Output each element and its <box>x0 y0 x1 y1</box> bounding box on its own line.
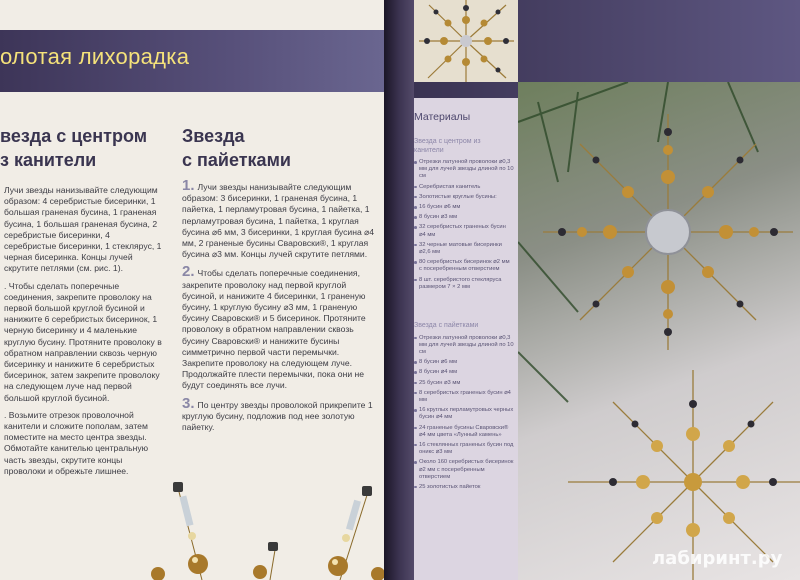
material-item: 8 шт. серебристого стекляруса размером 7 × 2 мм <box>414 277 514 291</box>
material-item: 16 круглых перламутровых черных бусин ⌀4 мм <box>414 407 514 421</box>
col2-heading: Звезда с пайетками <box>182 126 291 170</box>
material-item: 32 серебристых граненых бусин ⌀4 мм <box>414 224 514 238</box>
left-page <box>0 0 384 580</box>
step-2: 2. Чтобы сделать поперечные соединения, закрепите проволоку над первой круглой бусиной, и нанижите 4 бисеринки, 1 граненую бусину, 1 круглую бусину ⌀3 мм, 1 граненую бусину Сваровски® и 5 бисеринок. Протяните проволоку в обратном направлении сквозь бусину Сваровски® и нанижите бусины симметрично первой части перемычки. Закрепите проволоку на следующем луче. Продолжайте плести перемычки, пока они не будут соединять все лучи. <box>182 263 366 391</box>
material-item: Серебристая канитель <box>414 184 514 191</box>
material-item: 24 граненые бусины Сваровски® ⌀4 мм цвета «Лунный камень» <box>414 425 514 439</box>
star-canitel <box>543 114 793 350</box>
step-1: 1. Лучи звезды нанизывайте следующим образом: 3 бисеринки, 1 граненая бусина, 1 пайетка, 1 перламутровая бусина, 1 пайетка, 1 перламутровая бусина, 1 пайетка, 1 круглая бусина ⌀6 мм, 3 бисеринки, 1 круглая бусина ⌀4 мм, 2 граненые бусины Сваровски®, 1 круглая бусина ⌀3 мм. Концы лучей скрутите петлями. <box>182 177 375 260</box>
material-item: 16 бусин ⌀6 мм <box>414 204 514 211</box>
col1-paragraph-2: . Чтобы сделать поперечные соединения, закрепите проволоку на первой большой круглой бусиной и нанижите 6 серебристых бисеринок, 1 черную бисеринку и 4 маленькие круглую бусину. Протяните проволоку в обратном направлении сквозь черную бисеринку и нанижите 6 серебристых бисеринок, затем закрепите проволоку на следующем луче над первой большой круглой бусиной. <box>4 280 162 403</box>
col1-paragraph-3: . Возьмите отрезок проволочной канители и сложите пополам, затем поместите на место центра звезды. Обмотайте канителью центральную часть звезды, скрутите концы проволоки и обрежьте лишнее. <box>4 409 149 476</box>
stars-photo <box>518 82 800 580</box>
star-thumbnail <box>414 0 518 82</box>
material-item: 8 бусин ⌀4 мм <box>414 369 514 376</box>
material-item: 25 золотистых пайеток <box>414 484 514 491</box>
material-item: Золотистые круглые бусины: <box>414 194 514 201</box>
material-item: 32 черные матовые бисеринки ⌀2,6 мм <box>414 242 514 256</box>
title-banner <box>0 30 384 92</box>
page-title: олотая лихорадка <box>0 44 190 69</box>
materials-panel <box>414 98 518 580</box>
material-item: 16 стеклянных граненых бусин под оникс ⌀3 мм <box>414 442 514 456</box>
col2-instructions <box>182 177 377 439</box>
watermark: лабиринт.ру <box>652 548 783 569</box>
material-item: 25 бусин ⌀3 мм <box>414 380 514 387</box>
materials-group-1: Звезда с центром из канители Отрезки латунной проволоки ⌀0,3 мм для лучей звезды длиной по 10 см Серебристая канитель Золотистые круглые бусины: 16 бусин ⌀6 мм 8 бусин ⌀3 мм 32 серебристых граненых бусин ⌀4 мм 32 черные матовые бисеринки ⌀2,6 мм 80 серебристых бисеринок ⌀2 мм с посеребренным отверстием 8 шт. серебристого стекляруса размером 7 × 2 мм <box>414 138 514 290</box>
materials-heading: Материалы <box>414 111 471 123</box>
material-item: 80 серебристых бисеринок ⌀2 мм с посеребренным отверстием <box>414 259 514 273</box>
right-page <box>414 0 800 580</box>
step-3: 3. По центру звезды проволокой прикрепите 1 круглую бусину, подложив под нее золотую пайетку. <box>182 394 373 433</box>
materials-group-2: Звезда с пайетками Отрезки латунной проволоки ⌀0,3 мм для лучей звезды длиной по 10 см 8 бусин ⌀6 мм 8 бусин ⌀4 мм 25 бусин ⌀3 мм 8 серебристых граненых бусин ⌀4 мм 16 круглых перламутровых черных бусин ⌀4 мм 24 граненые бусины Сваровски® ⌀4 мм цвета «Лунный камень» 16 стеклянных граненых бусин под оникс ⌀3 мм Около 160 серебристых бисеринок ⌀2 мм с посеребренным отверстием 25 золотистых пайеток <box>414 322 514 490</box>
material-item: Отрезки латунной проволоки ⌀0,3 мм для лучей звезды длиной по 10 см <box>414 335 514 357</box>
col1-heading: везда с центром з канители <box>0 126 148 170</box>
material-item: 8 серебристых граненых бусин ⌀4 мм <box>414 390 514 404</box>
col1-instructions <box>4 185 164 483</box>
material-item: Отрезки латунной проволоки ⌀0,3 мм для лучей звезды длиной по 10 см <box>414 159 514 181</box>
beadwork-photo-left <box>140 480 384 580</box>
book-gutter <box>384 0 414 580</box>
material-item: Около 160 серебристых бисеринок ⌀2 мм с посеребренным отверстием <box>414 459 514 481</box>
col1-paragraph-1: Лучи звезды нанизывайте следующим образом: 4 серебристые бисеринки, 1 большая граненая бусина, 1 граненая бусина, 1 большая граненая бусина, 2 серебристые бисеринки, 4 серебристые бисеринки, 1 стеклярус, 1 черная бисеринка. Концы лучей скрутите петлями (см. рис. 1). <box>4 185 162 274</box>
material-item: 8 бусин ⌀6 мм <box>414 359 514 366</box>
material-item: 8 бусин ⌀3 мм <box>414 214 514 221</box>
